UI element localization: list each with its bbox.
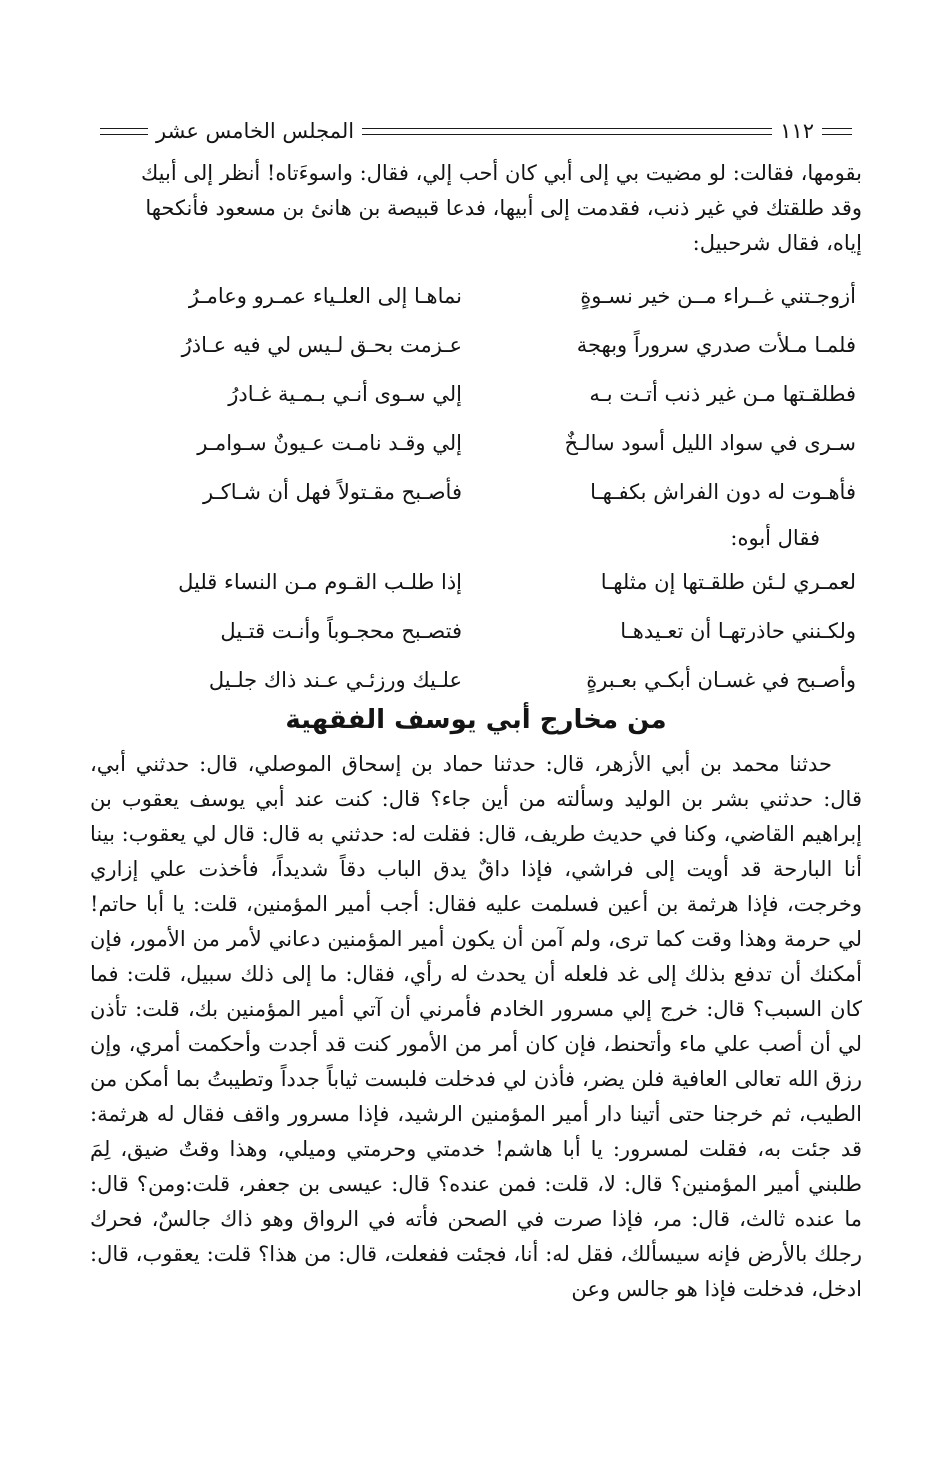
- verse-first-hemistich: أزوجـتني غــراء مــن خير نسـوةٍ: [580, 283, 856, 308]
- verse-line: [92, 271, 862, 320]
- main-paragraph: [90, 747, 862, 1307]
- section-title: المجلس الخامس عشر: [156, 119, 355, 143]
- header-rule-middle: [362, 128, 772, 135]
- verse-first-hemistich: فأهـوت له دون الفراش بكفـهـا: [590, 479, 856, 504]
- verse-line: [92, 418, 862, 467]
- verse-second-hemistich: فتصـبح محجـوباً وأنـت قتـيل: [220, 618, 462, 643]
- verse-line: [92, 369, 862, 418]
- verse-first-hemistich: سـرى في سواد الليل أسود سالـخٌ: [564, 430, 856, 455]
- verse-second-hemistich: نماهـا إلى العلـياء عمـرو وعامـرُ: [188, 283, 462, 308]
- page-number: ١١٢: [780, 119, 814, 143]
- poem-father: [92, 557, 862, 704]
- header-rule-right: [822, 128, 852, 135]
- verse-second-hemistich: إذا طلـب القـوم مـن النساء قليل: [178, 569, 462, 594]
- verse-line: [92, 557, 862, 606]
- header-rule-left: [100, 128, 148, 135]
- verse-line: [92, 606, 862, 655]
- verse-first-hemistich: وأصـبح في غسـان أبكـي بعـبرةٍ: [586, 667, 856, 692]
- father-label: فقال أبوه:: [730, 526, 820, 550]
- intro-line: إياه، فقال شرحبيل:: [692, 231, 862, 255]
- poem-shurahbil: [92, 271, 862, 516]
- verse-first-hemistich: فطلقـتها مـن غير ذنب أتـت بـه: [589, 381, 856, 406]
- section-heading: من مخارج أبي يوسف الفقهية: [285, 705, 667, 735]
- verse-second-hemistich: فأصـبح مقـتولاً فهل أن شـاكـر: [203, 479, 462, 504]
- verse-first-hemistich: لعمـري لـئن طلقـتها إن مثلهـا: [600, 569, 856, 594]
- verse-line: [92, 467, 862, 516]
- intro-line: بقومها، فقالت: لو مضيت بي إلى أبي كان أحب إلي، فقال: واسوءَتاه! أنظر إلى أبيك: [140, 161, 862, 185]
- verse-second-hemistich: عـزمت بحـق لـيس لي فيه عـاذرُ: [181, 332, 462, 357]
- verse-second-hemistich: علـيك ورزئـي عـند ذاك جلـيل: [208, 667, 462, 692]
- page-header: [92, 116, 860, 146]
- verse-first-hemistich: ولكـنني حاذرتهـا أن تعـيدهـا: [620, 618, 856, 643]
- verse-second-hemistich: إلي وقـد نامـت عـيونٌ سـوامـر: [197, 430, 462, 455]
- intro-line: وقد طلقتك في غير ذنب، فقدمت إلى أبيها، فدعا قبيصة بن هانئ بن مسعود فأنكحها: [145, 196, 862, 220]
- body-text: حدثنا محمد بن أبي الأزهر، قال: حدثنا حماد بن إسحاق الموصلي، قال: حدثني أبي، قال: حدثني بشر بن الوليد وسألته من أين جاء؟ قال: كنت عند أبي يوسف يعقوب بن إبراهيم القاضي، وكنا في حديث طريف، قال: فقلت له: حدثني به قال: قال لي يعقوب: بينا أنا البارحة قد أويت إلى فراشي، فإذا داقٌ يدق الباب دقاً شديداً، فأخذت علي إزاري وخرجت، فإذا هرثمة بن أعين فسلمت عليه فقال: أجب أمير المؤمنين، قلت: يا أبا حاتم! لي حرمة وهذا وقت كما ترى، ولم آمن أن يكون أمير المؤمنين دعاني لأمر من الأمور، فإن أمكنك أن تدفع بذلك إلى غد فلعله أن يحدث له رأي، فقال: ما إلى ذلك سبيل، قلت: فما كان السبب؟ قال: خرج إلي مسرور الخادم فأمرني أن آتي أمير المؤمنين بك، قلت: تأذن لي أن أصب علي ماء وأتحنط، فإن كان أمر من الأمور كنت قد أجدت وأحكمت أمري، وإن رزق الله تعالى العافية فلن يضر، فأذن لي فدخلت فلبست ثياباً جدداً وتطيبتُ بما أمكن من الطيب، ثم خرجنا حتى أتينا دار أمير المؤمنين الرشيد، فإذا مسرور واقف فقال له هرثمة: قد جئت به، فقلت لمسرور: يا أبا هاشم! خدمتي وحرمتي وميلي، وهذا وقتٌ ضيق، لِمَ طلبني أمير المؤمنين؟ قال: لا، قلت: فمن عنده؟ قال: عيسى بن جعفر، قلت:ومن؟ قال: ما عنده ثالث، قال: مر، فإذا صرت في الصحن فأته في الرواق وهو ذاك جالسٌ، فحرك رجلك بالأرض فإنه سيسألك، فقل له: أنا، فجئت ففعلت، قال: من هذا؟ قلت: يعقوب، قال: ادخل، فدخلت فإذا هو جالس وعن: [90, 752, 862, 1301]
- verse-line: [92, 320, 862, 369]
- verse-first-hemistich: فلمـا مـلأت صدري سروراً وبهجة: [576, 332, 856, 357]
- intro-paragraph: [90, 156, 862, 261]
- verse-second-hemistich: إلي سـوى أنـي بـمـية غـادرُ: [228, 381, 462, 406]
- verse-line: [92, 655, 862, 704]
